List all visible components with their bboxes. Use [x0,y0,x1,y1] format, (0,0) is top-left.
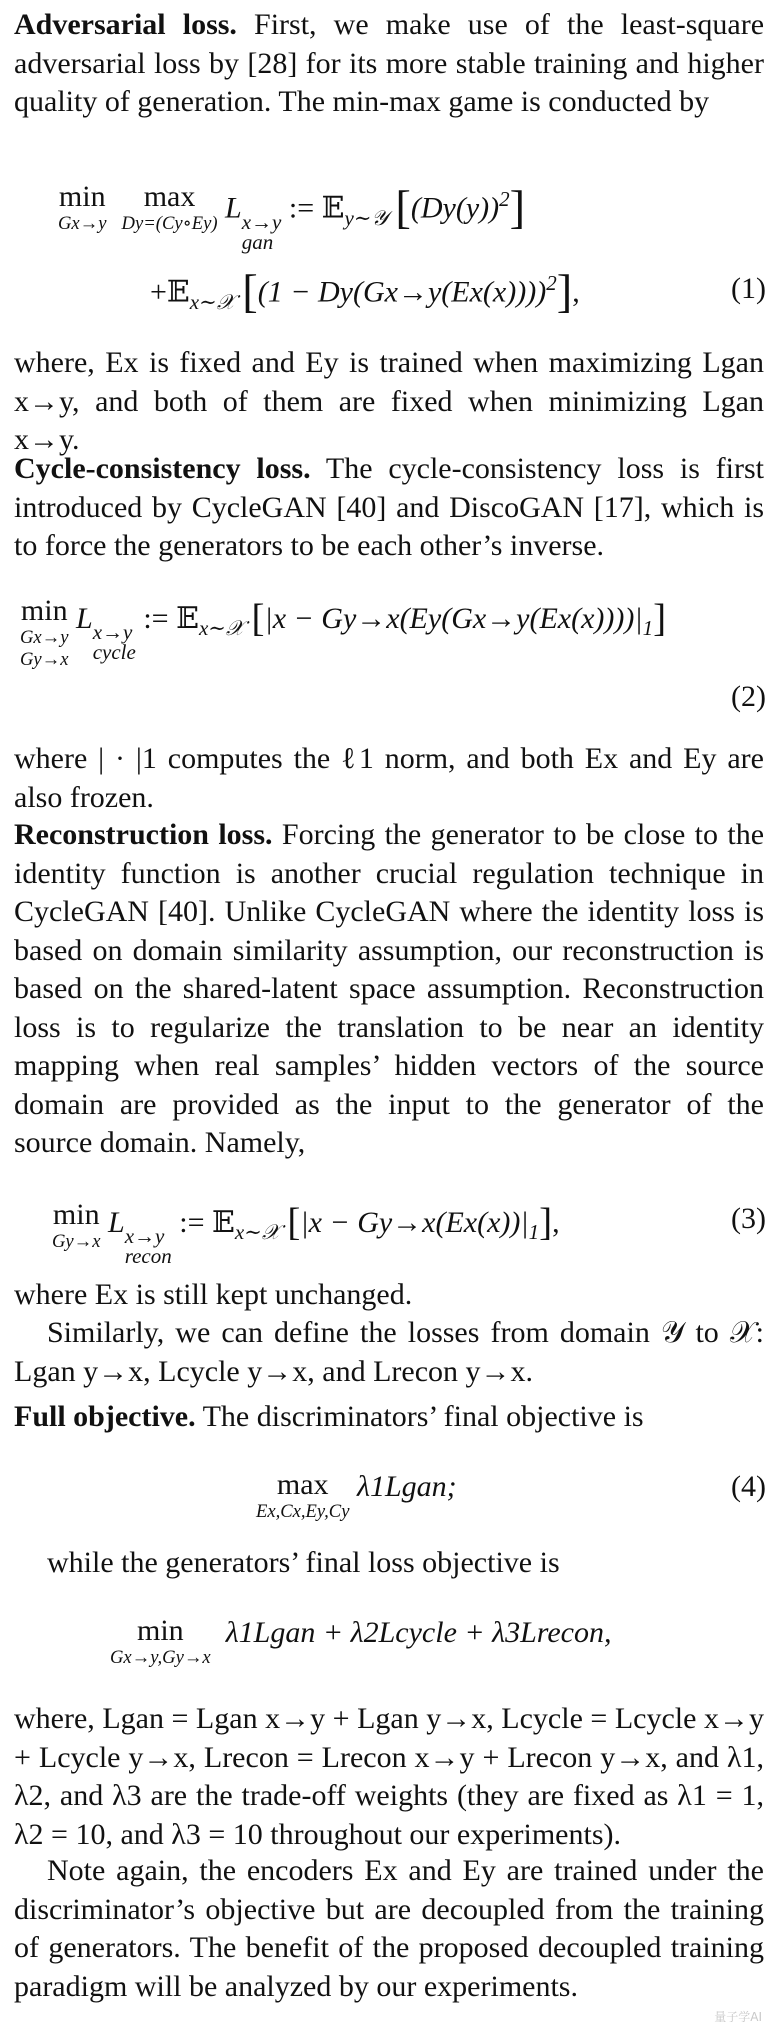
paragraph-note-again [14,1852,764,2006]
right-bracket-icon: ] [509,183,526,234]
equation-trailing-comma: , [552,1205,560,1239]
paragraph-similarly [14,1314,764,1391]
paragraph-unchanged [14,1276,764,1315]
max-operator: max [143,180,196,213]
heading-cycle-consistency: Cycle-consistency loss. [14,452,311,485]
assign-operator: := [179,1205,205,1239]
min-operator: min [20,594,68,627]
loss-subscript: gan [241,229,274,254]
heading-adversarial-loss: Adversarial loss. [14,8,237,41]
min-operator: min [58,180,106,213]
left-bracket-icon: [ [242,267,258,318]
equation-1-line-2 [150,266,580,319]
paragraph-generators-objective [14,1544,764,1583]
norm-subscript: 1 [642,616,654,641]
paragraph-text: where Ex is still kept unchanged. [14,1278,413,1311]
right-bracket-icon: ] [556,267,573,318]
equation-number-4: (4) [731,1470,766,1503]
min-operator: min [137,1614,184,1647]
heading-full-objective: Full objective. [14,1400,196,1433]
equation-2-line [20,596,666,669]
left-bracket-icon: [ [251,597,265,640]
equation-4-line [256,1470,457,1522]
equation-body: |x − Gy→x(Ex(x))| [300,1205,529,1239]
loss-symbol: L [76,601,93,635]
min-limit: Gy→x [52,1231,101,1252]
min-limit-2: Gy→x [20,648,69,670]
loss-superscript: x→y [124,1224,165,1249]
paragraph-text: Similarly, we can define the losses from domain 𝒴 to 𝒳: Lgan y→x, Lcycle y→x, and Lrecon y→x. [14,1316,764,1388]
min-limit-1: Gx→y [20,627,69,648]
right-bracket-icon: ] [539,1201,553,1244]
expectation-symbol: 𝔼 [166,274,190,310]
equation-body: (Dy(y)) [410,191,500,225]
paragraph-where-fixed [14,344,764,460]
left-bracket-icon: [ [287,1201,301,1244]
min-limit: Gx→y,Gy→x [110,1647,211,1668]
expectation-subscript: x∼𝒳 [198,616,244,641]
paragraph-text: The discriminators’ final objective is [195,1400,644,1433]
min-operator: min [52,1198,100,1231]
equation-body: λ1Lgan; [356,1470,457,1503]
paragraph-cycle-consistency [14,450,764,566]
max-limit: Dy=(Cy∘Ey) [121,213,218,234]
equation-body: |x − Gy→x(Ey(Gx→y(Ex(x))))| [264,601,643,635]
norm-subscript: 1 [528,1220,540,1245]
expectation-subscript: y∼𝒴 [344,205,388,230]
equation-number-3: (3) [731,1202,766,1235]
paragraph-text: The cycle-consistency loss is first introduced by CycleGAN [40] and DiscoGAN [17], which is to force the generators to be each other’s inverse. [14,452,765,562]
equation-3-line [52,1200,560,1267]
paragraph-full-objective [14,1398,764,1437]
equation-1-line-1 [58,182,525,253]
power: 2 [546,270,557,295]
paragraph-text: Note again, the encoders Ex and Ey are trained under the discriminator’s objective but are decoupled from the training of generators. The benefit of the proposed decoupled training paradigm will be analyzed by our experiments. [14,1854,764,2003]
paragraph-text: First, we make use of the least-square adversarial loss by [28] for its more stable training and higher quality of generation. The min-max game is conducted by [14,8,765,118]
expectation-subscript: x∼𝒳 [234,1220,280,1245]
loss-subscript: cycle [92,640,136,665]
max-operator: max [276,1468,329,1501]
loss-subscript: recon [124,1244,172,1269]
plus-operator: + [150,275,167,309]
paragraph-text: while the generators’ final loss objective is [47,1546,560,1579]
expectation-subscript: x∼𝒳 [189,289,235,314]
assign-operator: := [143,601,169,635]
min-limit: Gx→y [58,213,107,234]
equation-body: λ1Lgan + λ2Lcycle + λ3Lrecon, [225,1616,612,1649]
loss-symbol: L [108,1205,125,1239]
paragraph-text: where | · |1 computes the ℓ1 norm, and both Ex and Ey are also frozen. [14,742,764,814]
left-bracket-icon: [ [395,183,411,234]
loss-superscript: x→y [92,620,133,645]
equation-5-line [110,1616,612,1668]
paragraph-adversarial-loss [14,6,764,122]
paragraph-reconstruction [14,816,764,1163]
paragraph-text: where, Ex is fixed and Ey is trained when maximizing Lgan x→y, and both of them are fixed when minimizing Lgan x→y. [14,346,764,456]
expectation-symbol: 𝔼 [176,600,199,636]
equation-trailing-comma: , [572,275,580,309]
paragraph-text: Forcing the generator to be close to the identity function is another crucial regulation technique in CycleGAN [40]. Unlike CycleGAN where the identity loss is based on domain similarity assumption, our reconstruction is based on the shared-latent space assumption. Reconstruction loss is to regularize the translation to be near an identity mapping when real samples’ hidden vectors of the source domain are provided as the input to the generator of the source domain. Namely, [14,818,765,1159]
loss-symbol: L [225,191,242,225]
watermark: 量子学AI [714,2010,762,2024]
power: 2 [499,186,510,211]
paragraph-norm [14,740,764,817]
paragraph-where-definitions [14,1700,764,1854]
paragraph-text: where, Lgan = Lgan x→y + Lgan y→x, Lcycle = Lcycle x→y + Lcycle y→x, Lrecon = Lrecon x→y + Lrecon y→x, and λ1, λ2, and λ3 are the trade-off weights (they are fixed as λ1 = 1, λ2 = 10, and λ3 = 10 throughout our experiments). [14,1702,764,1851]
max-limit: Ex,Cx,Ey,Cy [256,1501,350,1522]
assign-operator: := [288,191,315,225]
equation-body: (1 − Dy(Gx→y(Ex(x)))) [257,275,547,309]
right-bracket-icon: ] [653,597,667,640]
expectation-symbol: 𝔼 [321,190,345,226]
equation-number-2: (2) [731,680,766,713]
heading-reconstruction: Reconstruction loss. [14,818,273,851]
loss-superscript: x→y [241,209,282,234]
expectation-symbol: 𝔼 [212,1204,235,1240]
equation-number-1: (1) [731,272,766,305]
